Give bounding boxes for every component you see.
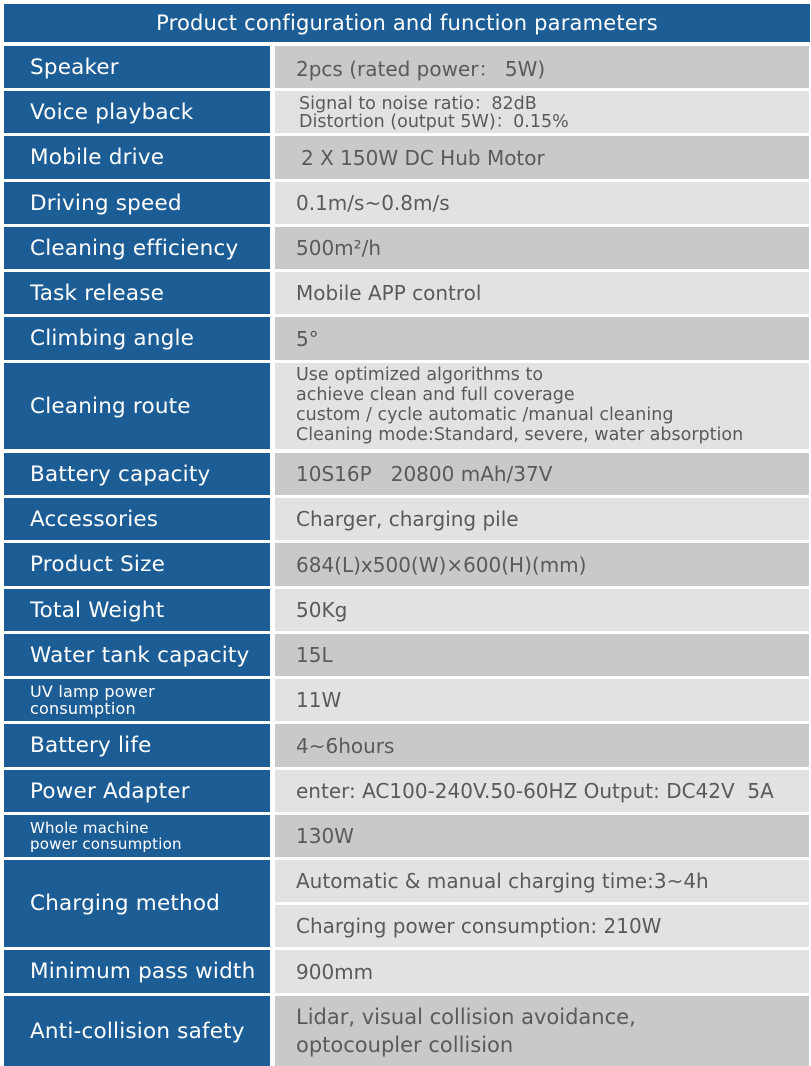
row-label: Battery life [4, 724, 270, 767]
row-label: Cleaning efficiency [4, 227, 270, 269]
table-row [0, 724, 811, 767]
row-label: Driving speed [4, 182, 270, 224]
row-label: Speaker [4, 46, 270, 88]
row-value: 5° [275, 317, 809, 360]
table-row [0, 91, 811, 133]
table-row [0, 227, 811, 269]
value-line: optocoupler collision [296, 1033, 514, 1057]
row-value: 500m²/h [275, 227, 809, 269]
table-row [0, 317, 811, 360]
row-value [275, 363, 809, 449]
row-label: Minimum pass width [4, 950, 270, 993]
table-row [0, 860, 811, 947]
table-row [0, 363, 811, 449]
value-line: achieve clean and full coverage [296, 385, 575, 405]
row-label: Charging method [4, 860, 270, 947]
row-value [275, 91, 809, 133]
row-label: Anti-collision safety [4, 996, 270, 1066]
table-row [0, 589, 811, 631]
row-value: Charger, charging pile [275, 498, 809, 540]
row-value: 2 X 150W DC Hub Motor [275, 136, 809, 179]
value-line: Use optimized algorithms to [296, 365, 544, 385]
row-label: Battery capacity [4, 453, 270, 495]
row-value: 684(L)x500(W)×600(H)(mm) [275, 543, 809, 586]
table-row [0, 770, 811, 812]
row-label: Mobile drive [4, 136, 270, 179]
row-value: Mobile APP control [275, 272, 809, 314]
table-row [0, 136, 811, 179]
table-row [0, 272, 811, 314]
row-value: enter: AC100-240V.50-60HZ Output: DC42V 5A [275, 770, 809, 812]
row-value: Automatic & manual charging time:3~4h [275, 860, 809, 902]
row-value: 15L [275, 634, 809, 676]
value-line: Cleaning mode:Standard, severe, water absorption [296, 425, 744, 445]
row-label: Task release [4, 272, 270, 314]
table-row [0, 498, 811, 540]
table-row [0, 815, 811, 857]
row-value: 50Kg [275, 589, 809, 631]
table-row [0, 996, 811, 1066]
row-value: 2pcs (rated power： 5W) [275, 46, 809, 88]
row-value: 900mm [275, 950, 809, 993]
value-line: Signal to noise ratio：82dB [299, 94, 537, 114]
label-line: power consumption [30, 835, 182, 853]
table-row [0, 46, 811, 88]
row-value: Charging power consumption: 210W [275, 905, 809, 947]
row-label: Voice playback [4, 91, 270, 133]
table-row [0, 950, 811, 993]
row-value: 0.1m/s~0.8m/s [275, 182, 809, 224]
row-label: Water tank capacity [4, 634, 270, 676]
table-row [0, 679, 811, 721]
label-line: consumption [30, 699, 136, 718]
row-label: Total Weight [4, 589, 270, 631]
row-value: 4~6hours [275, 724, 809, 767]
row-value: 11W [275, 679, 809, 721]
row-value: 130W [275, 815, 809, 857]
table-row [0, 543, 811, 586]
table-row [0, 182, 811, 224]
row-label [4, 815, 270, 857]
table-title: Product configuration and function parameters [4, 4, 810, 42]
label-line: UV lamp power [30, 682, 155, 701]
row-label: Cleaning route [4, 363, 270, 449]
table-row [0, 453, 811, 495]
label-line: Whole machine [30, 819, 149, 837]
value-line: Lidar, visual collision avoidance, [296, 1005, 636, 1029]
row-label: Product Size [4, 543, 270, 586]
value-line: Distortion (output 5W)：0.15% [299, 112, 569, 132]
row-label: Power Adapter [4, 770, 270, 812]
value-line: custom / cycle automatic /manual cleaning [296, 405, 674, 425]
row-value: 10S16P 20800 mAh/37V [275, 453, 809, 495]
row-label [4, 679, 270, 721]
row-label: Accessories [4, 498, 270, 540]
row-label: Climbing angle [4, 317, 270, 360]
table-row [0, 634, 811, 676]
row-value [275, 996, 809, 1066]
